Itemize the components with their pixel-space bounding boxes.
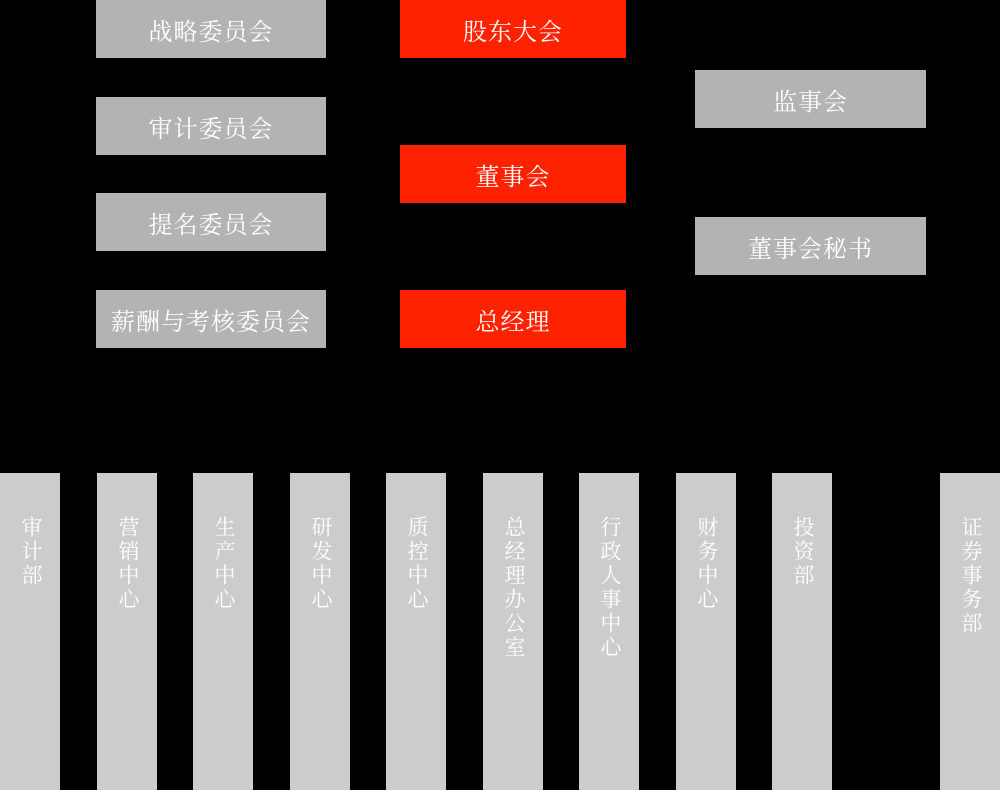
node-securities-affairs-department bbox=[940, 473, 1000, 790]
dept-label: 质控中心 bbox=[405, 516, 428, 612]
node-audit-department bbox=[0, 473, 60, 790]
node-marketing-center bbox=[97, 473, 157, 790]
dept-label: 行政人事中心 bbox=[598, 516, 621, 660]
dept-label: 财务中心 bbox=[695, 516, 718, 612]
dept-label: 营销中心 bbox=[116, 516, 139, 612]
dept-label: 证券事务部 bbox=[959, 516, 982, 636]
node-production-center bbox=[193, 473, 253, 790]
node-nomination-committee: 提名委员会 bbox=[96, 193, 326, 251]
node-remuneration-assessment-committee: 薪酬与考核委员会 bbox=[96, 290, 326, 348]
dept-label: 研发中心 bbox=[309, 516, 332, 612]
node-supervisory-board: 监事会 bbox=[695, 70, 926, 128]
node-quality-control-center bbox=[386, 473, 446, 790]
node-shareholders-meeting: 股东大会 bbox=[400, 0, 626, 58]
node-audit-committee: 审计委员会 bbox=[96, 97, 326, 155]
node-gm-office bbox=[483, 473, 543, 790]
node-rd-center bbox=[290, 473, 350, 790]
node-general-manager: 总经理 bbox=[400, 290, 626, 348]
dept-label: 投资部 bbox=[791, 516, 814, 588]
node-board-secretary: 董事会秘书 bbox=[695, 217, 926, 275]
node-finance-center bbox=[676, 473, 736, 790]
node-strategy-committee: 战略委员会 bbox=[96, 0, 326, 58]
node-admin-hr-center bbox=[579, 473, 639, 790]
dept-label: 生产中心 bbox=[212, 516, 235, 612]
node-investment-department bbox=[772, 473, 832, 790]
dept-label: 审计部 bbox=[19, 516, 42, 588]
node-board-of-directors: 董事会 bbox=[400, 145, 626, 203]
dept-label: 总经理办公室 bbox=[502, 516, 525, 660]
